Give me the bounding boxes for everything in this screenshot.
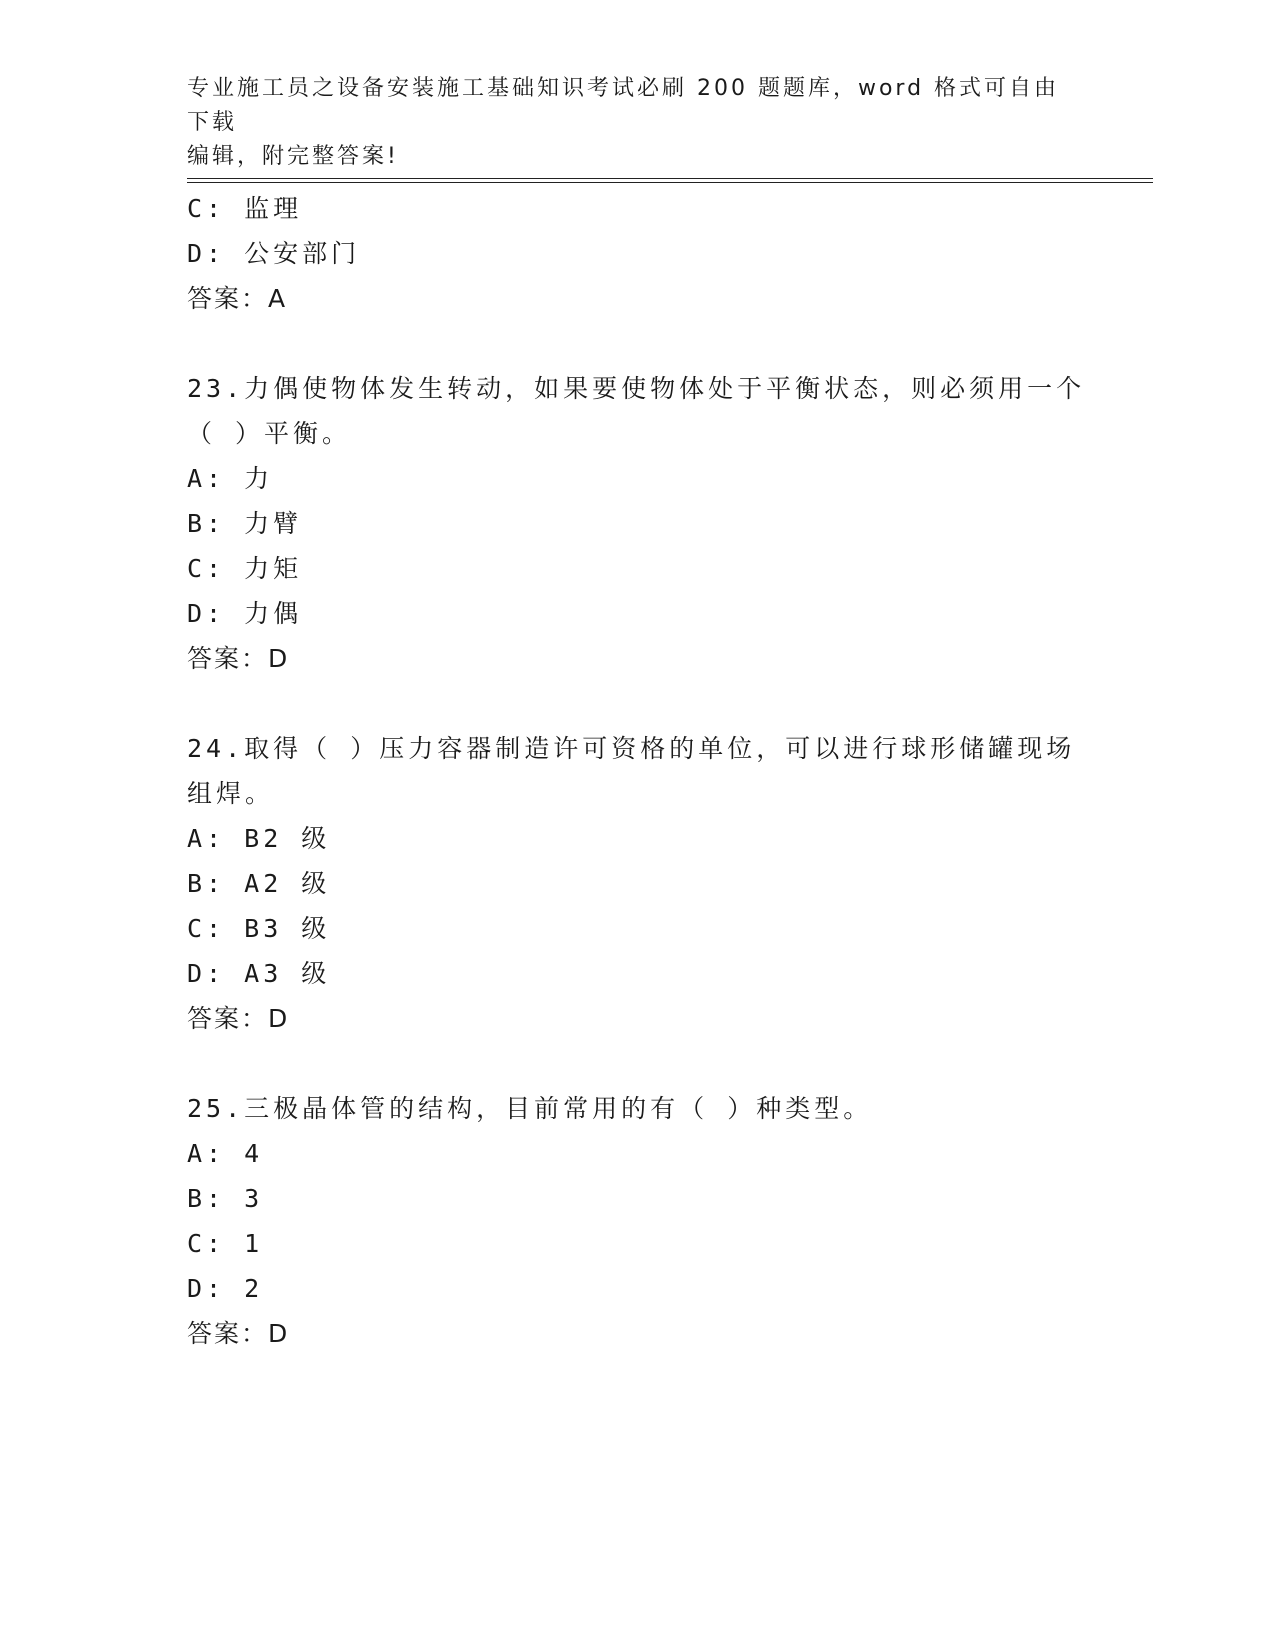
header-divider-bottom — [187, 182, 1153, 183]
prev-answer: 答案：A — [187, 284, 288, 313]
question-25-option-a: A: 4 — [187, 1139, 264, 1168]
document-header — [187, 72, 1067, 174]
header-divider-top — [187, 178, 1153, 179]
question-24-answer: 答案：D — [187, 1004, 290, 1033]
question-24-option-c: C: B3 级 — [187, 914, 331, 943]
prev-option-c: C: 监理 — [187, 194, 303, 223]
prev-option-d: D: 公安部门 — [187, 239, 361, 268]
question-24-option-b: B: A2 级 — [187, 869, 331, 898]
question-23-option-d: D: 力偶 — [187, 599, 303, 628]
question-24-option-a: A: B2 级 — [187, 824, 331, 853]
question-25-option-c: C: 1 — [187, 1229, 264, 1258]
question-25-answer: 答案：D — [187, 1319, 290, 1348]
question-23-option-c: C: 力矩 — [187, 554, 303, 583]
question-25-option-b: B: 3 — [187, 1184, 264, 1213]
question-25-stem-line-1: 25.三极晶体管的结构，目前常用的有（ ）种类型。 — [187, 1094, 873, 1123]
question-23-option-a: A: 力 — [187, 464, 274, 493]
question-24-stem-line-2: 组焊。 — [187, 779, 275, 808]
question-24-option-d: D: A3 级 — [187, 959, 331, 988]
header-line-2: 编辑，附完整答案! — [187, 144, 399, 169]
question-23-answer: 答案：D — [187, 644, 290, 673]
header-line-1: 专业施工员之设备安装施工基础知识考试必刷 200 题题库，word 格式可自由下载 — [187, 76, 1060, 135]
question-25-option-d: D: 2 — [187, 1274, 264, 1303]
question-23-option-b: B: 力臂 — [187, 509, 303, 538]
question-24-stem-line-1: 24.取得（ ）压力容器制造许可资格的单位，可以进行球形储罐现场 — [187, 734, 1076, 763]
question-23-stem-line-2: （ ）平衡。 — [187, 419, 352, 448]
question-23-stem-line-1: 23.力偶使物体发生转动，如果要使物体处于平衡状态，则必须用一个 — [187, 374, 1086, 403]
